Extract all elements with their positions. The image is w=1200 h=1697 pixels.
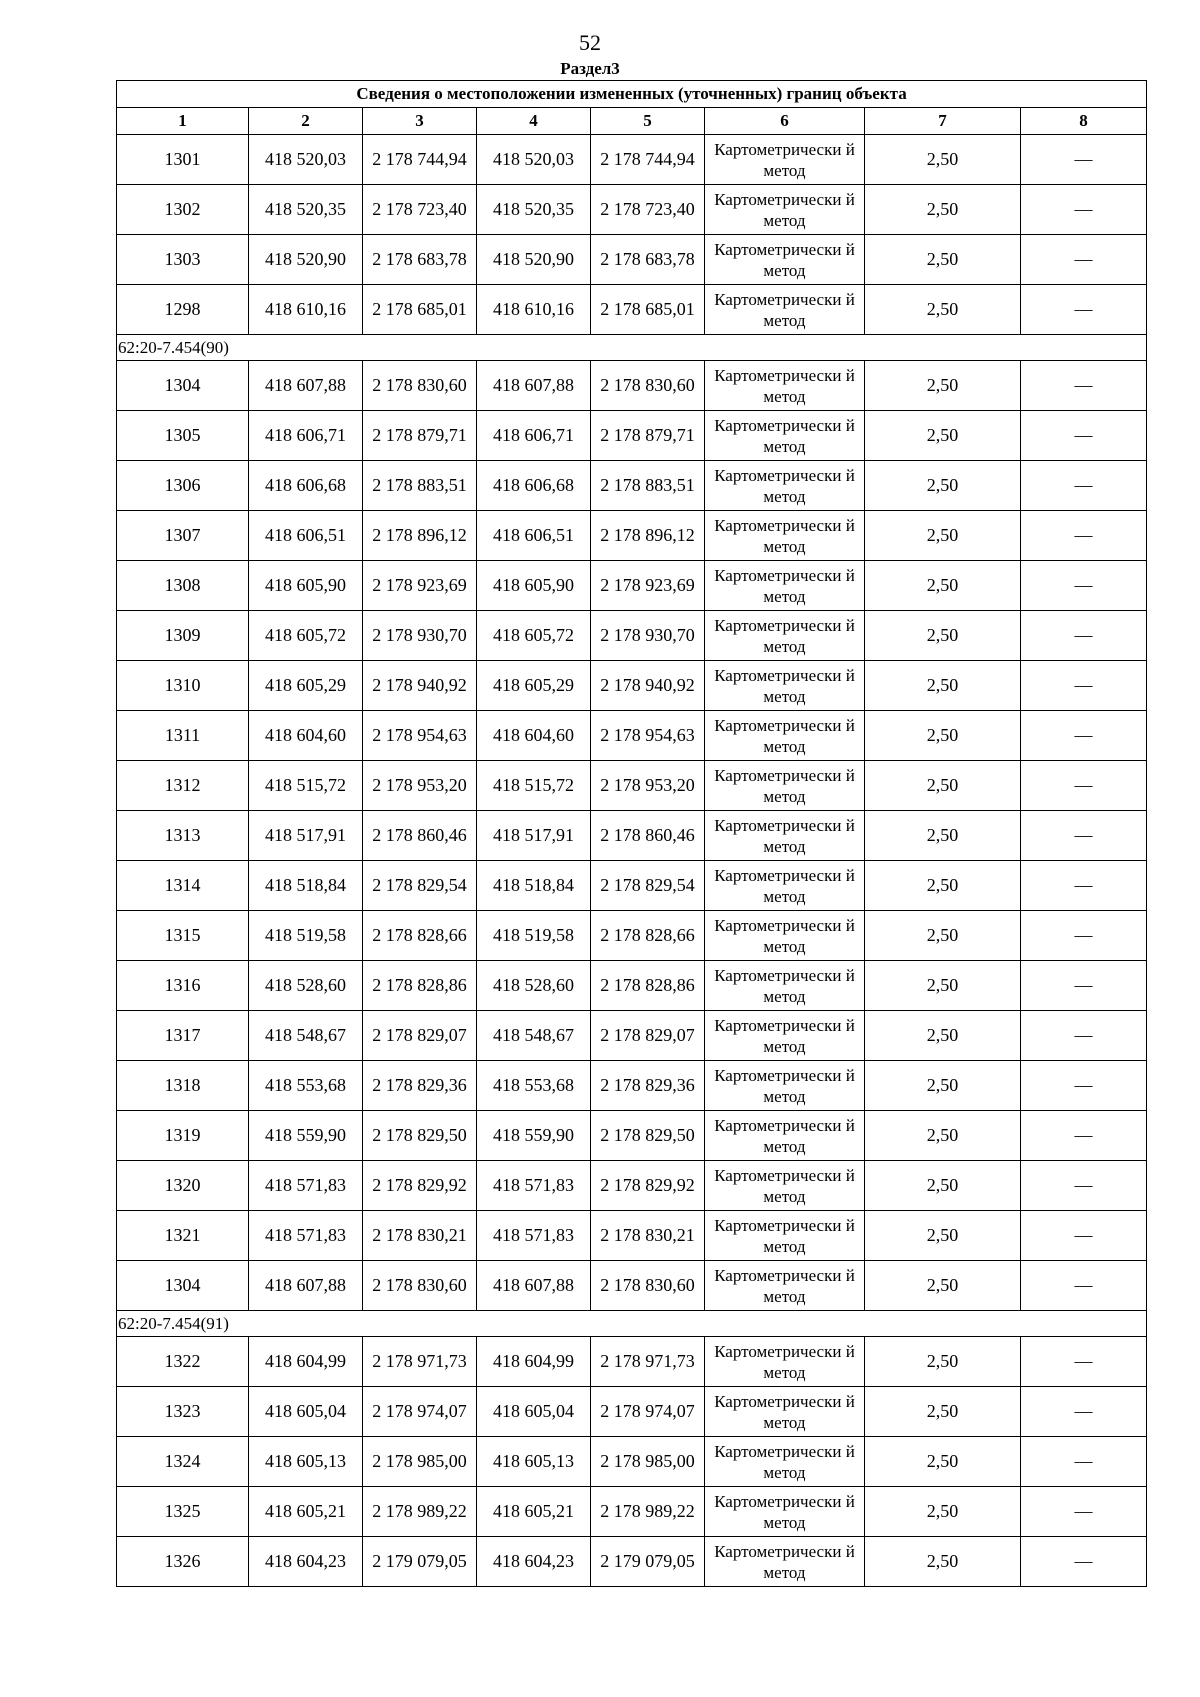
y-refined-cell: 2 178 683,78 (591, 235, 705, 285)
x-refined-cell: 418 605,72 (477, 611, 591, 661)
x-existing-cell: 418 520,03 (249, 135, 363, 185)
method-cell: Картометрически й метод (705, 511, 865, 561)
description-cell: — (1021, 1061, 1147, 1111)
x-refined-cell: 418 604,99 (477, 1337, 591, 1387)
point-number-cell: 1307 (117, 511, 249, 561)
table-row (117, 411, 1147, 461)
method-cell: Картометрически й метод (705, 911, 865, 961)
accuracy-cell: 2,50 (865, 911, 1021, 961)
table-row (117, 1437, 1147, 1487)
table-row (117, 911, 1147, 961)
method-cell: Картометрически й метод (705, 811, 865, 861)
y-existing-cell: 2 179 079,05 (363, 1537, 477, 1587)
y-refined-cell: 2 178 829,07 (591, 1011, 705, 1061)
y-refined-cell: 2 178 829,50 (591, 1111, 705, 1161)
accuracy-cell: 2,50 (865, 861, 1021, 911)
x-existing-cell: 418 607,88 (249, 1261, 363, 1311)
table-row (117, 761, 1147, 811)
x-existing-cell: 418 605,13 (249, 1437, 363, 1487)
y-existing-cell: 2 178 829,36 (363, 1061, 477, 1111)
description-cell: — (1021, 185, 1147, 235)
point-number-cell: 1298 (117, 285, 249, 335)
x-existing-cell: 418 515,72 (249, 761, 363, 811)
accuracy-cell: 2,50 (865, 361, 1021, 411)
point-number-cell: 1303 (117, 235, 249, 285)
y-existing-cell: 2 178 974,07 (363, 1387, 477, 1437)
method-cell: Картометрически й метод (705, 1011, 865, 1061)
point-number-cell: 1323 (117, 1387, 249, 1437)
method-cell: Картометрически й метод (705, 1111, 865, 1161)
method-cell: Картометрически й метод (705, 711, 865, 761)
accuracy-cell: 2,50 (865, 1061, 1021, 1111)
table-row (117, 1487, 1147, 1537)
y-refined-cell: 2 178 985,00 (591, 1437, 705, 1487)
column-number: 3 (363, 108, 477, 135)
accuracy-cell: 2,50 (865, 711, 1021, 761)
y-existing-cell: 2 178 989,22 (363, 1487, 477, 1537)
y-refined-cell: 2 178 896,12 (591, 511, 705, 561)
x-existing-cell: 418 606,51 (249, 511, 363, 561)
point-number-cell: 1310 (117, 661, 249, 711)
x-refined-cell: 418 520,35 (477, 185, 591, 235)
point-number-cell: 1320 (117, 1161, 249, 1211)
point-number-cell: 1322 (117, 1337, 249, 1387)
method-cell: Картометрически й метод (705, 1161, 865, 1211)
point-number-cell: 1317 (117, 1011, 249, 1061)
y-refined-cell: 2 178 829,36 (591, 1061, 705, 1111)
point-number-cell: 1316 (117, 961, 249, 1011)
method-cell: Картометрически й метод (705, 861, 865, 911)
x-existing-cell: 418 520,90 (249, 235, 363, 285)
table-row (117, 1161, 1147, 1211)
y-existing-cell: 2 178 829,92 (363, 1161, 477, 1211)
point-number-cell: 1311 (117, 711, 249, 761)
point-number-cell: 1312 (117, 761, 249, 811)
table-row (117, 711, 1147, 761)
y-refined-cell: 2 178 953,20 (591, 761, 705, 811)
y-refined-cell: 2 178 685,01 (591, 285, 705, 335)
y-refined-cell: 2 178 828,66 (591, 911, 705, 961)
description-cell: — (1021, 1011, 1147, 1061)
x-refined-cell: 418 606,68 (477, 461, 591, 511)
x-existing-cell: 418 528,60 (249, 961, 363, 1011)
column-number: 1 (117, 108, 249, 135)
method-cell: Картометрически й метод (705, 561, 865, 611)
coordinates-table (116, 80, 1147, 1587)
table-body (117, 135, 1147, 1587)
y-existing-cell: 2 178 829,50 (363, 1111, 477, 1161)
x-existing-cell: 418 607,88 (249, 361, 363, 411)
y-existing-cell: 2 178 829,07 (363, 1011, 477, 1061)
method-cell: Картометрически й метод (705, 235, 865, 285)
accuracy-cell: 2,50 (865, 1161, 1021, 1211)
column-number-row (117, 108, 1147, 135)
accuracy-cell: 2,50 (865, 285, 1021, 335)
description-cell: — (1021, 761, 1147, 811)
method-cell: Картометрически й метод (705, 185, 865, 235)
point-number-cell: 1321 (117, 1211, 249, 1261)
y-existing-cell: 2 178 744,94 (363, 135, 477, 185)
accuracy-cell: 2,50 (865, 611, 1021, 661)
method-cell: Картометрически й метод (705, 1211, 865, 1261)
point-number-cell: 1324 (117, 1437, 249, 1487)
description-cell: — (1021, 811, 1147, 861)
point-number-cell: 1304 (117, 361, 249, 411)
x-existing-cell: 418 553,68 (249, 1061, 363, 1111)
y-refined-cell: 2 178 829,54 (591, 861, 705, 911)
parcel-group-label: 62:20-7.454(90) (117, 335, 1147, 361)
point-number-cell: 1302 (117, 185, 249, 235)
y-existing-cell: 2 178 830,21 (363, 1211, 477, 1261)
x-refined-cell: 418 606,51 (477, 511, 591, 561)
method-cell: Картометрически й метод (705, 961, 865, 1011)
y-refined-cell: 2 178 830,60 (591, 1261, 705, 1311)
y-refined-cell: 2 178 744,94 (591, 135, 705, 185)
x-refined-cell: 418 517,91 (477, 811, 591, 861)
x-existing-cell: 418 604,60 (249, 711, 363, 761)
table-row (117, 561, 1147, 611)
x-refined-cell: 418 605,21 (477, 1487, 591, 1537)
description-cell: — (1021, 711, 1147, 761)
x-refined-cell: 418 607,88 (477, 1261, 591, 1311)
x-existing-cell: 418 604,99 (249, 1337, 363, 1387)
table-row (117, 1061, 1147, 1111)
y-refined-cell: 2 178 879,71 (591, 411, 705, 461)
parcel-group-label: 62:20-7.454(91) (117, 1311, 1147, 1337)
method-cell: Картометрически й метод (705, 1437, 865, 1487)
table-row (117, 1011, 1147, 1061)
description-cell: — (1021, 235, 1147, 285)
page-number: 52 (579, 30, 601, 55)
table-row (117, 461, 1147, 511)
method-cell: Картометрически й метод (705, 1537, 865, 1587)
y-existing-cell: 2 178 830,60 (363, 361, 477, 411)
table-row (117, 611, 1147, 661)
description-cell: — (1021, 1161, 1147, 1211)
point-number-cell: 1304 (117, 1261, 249, 1311)
point-number-cell: 1318 (117, 1061, 249, 1111)
table-row (117, 135, 1147, 185)
table-row (117, 1537, 1147, 1587)
y-existing-cell: 2 178 940,92 (363, 661, 477, 711)
y-refined-cell: 2 178 989,22 (591, 1487, 705, 1537)
y-existing-cell: 2 178 971,73 (363, 1337, 477, 1387)
y-existing-cell: 2 178 954,63 (363, 711, 477, 761)
accuracy-cell: 2,50 (865, 235, 1021, 285)
method-cell: Картометрически й метод (705, 1261, 865, 1311)
point-number-cell: 1314 (117, 861, 249, 911)
y-refined-cell: 2 178 971,73 (591, 1337, 705, 1387)
x-existing-cell: 418 605,29 (249, 661, 363, 711)
x-refined-cell: 418 604,60 (477, 711, 591, 761)
description-cell: — (1021, 861, 1147, 911)
x-existing-cell: 418 605,04 (249, 1387, 363, 1437)
description-cell: — (1021, 1537, 1147, 1587)
x-existing-cell: 418 610,16 (249, 285, 363, 335)
accuracy-cell: 2,50 (865, 811, 1021, 861)
column-number: 2 (249, 108, 363, 135)
y-refined-cell: 2 178 860,46 (591, 811, 705, 861)
method-cell: Картометрически й метод (705, 1061, 865, 1111)
accuracy-cell: 2,50 (865, 1537, 1021, 1587)
x-refined-cell: 418 528,60 (477, 961, 591, 1011)
description-cell: — (1021, 961, 1147, 1011)
x-refined-cell: 418 553,68 (477, 1061, 591, 1111)
accuracy-cell: 2,50 (865, 1211, 1021, 1261)
method-cell: Картометрически й метод (705, 611, 865, 661)
method-cell: Картометрически й метод (705, 761, 865, 811)
description-cell: — (1021, 1387, 1147, 1437)
x-refined-cell: 418 519,58 (477, 911, 591, 961)
table-row (117, 185, 1147, 235)
method-cell: Картометрически й метод (705, 411, 865, 461)
point-number-cell: 1305 (117, 411, 249, 461)
accuracy-cell: 2,50 (865, 1337, 1021, 1387)
y-existing-cell: 2 178 860,46 (363, 811, 477, 861)
point-number-cell: 1315 (117, 911, 249, 961)
accuracy-cell: 2,50 (865, 1437, 1021, 1487)
accuracy-cell: 2,50 (865, 1487, 1021, 1537)
y-refined-cell: 2 178 923,69 (591, 561, 705, 611)
x-existing-cell: 418 571,83 (249, 1211, 363, 1261)
column-number: 5 (591, 108, 705, 135)
x-existing-cell: 418 605,90 (249, 561, 363, 611)
table-row (117, 661, 1147, 711)
accuracy-cell: 2,50 (865, 411, 1021, 461)
y-refined-cell: 2 178 954,63 (591, 711, 705, 761)
description-cell: — (1021, 1261, 1147, 1311)
y-refined-cell: 2 178 829,92 (591, 1161, 705, 1211)
y-refined-cell: 2 178 930,70 (591, 611, 705, 661)
x-refined-cell: 418 607,88 (477, 361, 591, 411)
accuracy-cell: 2,50 (865, 511, 1021, 561)
column-number: 8 (1021, 108, 1147, 135)
x-refined-cell: 418 610,16 (477, 285, 591, 335)
method-cell: Картометрически й метод (705, 661, 865, 711)
description-cell: — (1021, 1211, 1147, 1261)
table-row (117, 235, 1147, 285)
method-cell: Картометрически й метод (705, 135, 865, 185)
point-number-cell: 1313 (117, 811, 249, 861)
y-existing-cell: 2 178 829,54 (363, 861, 477, 911)
description-cell: — (1021, 1487, 1147, 1537)
description-cell: — (1021, 361, 1147, 411)
y-refined-cell: 2 178 830,21 (591, 1211, 705, 1261)
description-cell: — (1021, 1437, 1147, 1487)
section-title: Раздел3 (560, 59, 620, 78)
description-cell: — (1021, 461, 1147, 511)
x-refined-cell: 418 605,13 (477, 1437, 591, 1487)
x-existing-cell: 418 606,71 (249, 411, 363, 461)
x-refined-cell: 418 606,71 (477, 411, 591, 461)
description-cell: — (1021, 411, 1147, 461)
point-number-cell: 1319 (117, 1111, 249, 1161)
point-number-cell: 1325 (117, 1487, 249, 1537)
description-cell: — (1021, 285, 1147, 335)
y-refined-cell: 2 178 974,07 (591, 1387, 705, 1437)
x-refined-cell: 418 605,29 (477, 661, 591, 711)
x-refined-cell: 418 571,83 (477, 1211, 591, 1261)
description-cell: — (1021, 1337, 1147, 1387)
accuracy-cell: 2,50 (865, 761, 1021, 811)
accuracy-cell: 2,50 (865, 661, 1021, 711)
column-number: 4 (477, 108, 591, 135)
y-refined-cell: 2 178 830,60 (591, 361, 705, 411)
x-refined-cell: 418 559,90 (477, 1111, 591, 1161)
y-existing-cell: 2 178 985,00 (363, 1437, 477, 1487)
table-title: Сведения о местоположении измененных (уточненных) границ объекта (117, 81, 1147, 108)
point-number-cell: 1308 (117, 561, 249, 611)
table-row (117, 961, 1147, 1011)
x-existing-cell: 418 518,84 (249, 861, 363, 911)
description-cell: — (1021, 135, 1147, 185)
x-refined-cell: 418 520,03 (477, 135, 591, 185)
parcel-group-row (117, 1311, 1147, 1337)
accuracy-cell: 2,50 (865, 1111, 1021, 1161)
x-existing-cell: 418 519,58 (249, 911, 363, 961)
description-cell: — (1021, 511, 1147, 561)
table-row (117, 511, 1147, 561)
table-row (117, 1211, 1147, 1261)
point-number-cell: 1309 (117, 611, 249, 661)
y-refined-cell: 2 178 828,86 (591, 961, 705, 1011)
table-row (117, 1387, 1147, 1437)
x-refined-cell: 418 548,67 (477, 1011, 591, 1061)
table-row (117, 1337, 1147, 1387)
x-existing-cell: 418 605,72 (249, 611, 363, 661)
accuracy-cell: 2,50 (865, 1011, 1021, 1061)
x-refined-cell: 418 515,72 (477, 761, 591, 811)
accuracy-cell: 2,50 (865, 961, 1021, 1011)
y-existing-cell: 2 178 830,60 (363, 1261, 477, 1311)
method-cell: Картометрически й метод (705, 1337, 865, 1387)
column-number: 7 (865, 108, 1021, 135)
x-refined-cell: 418 604,23 (477, 1537, 591, 1587)
accuracy-cell: 2,50 (865, 135, 1021, 185)
x-refined-cell: 418 605,04 (477, 1387, 591, 1437)
x-refined-cell: 418 518,84 (477, 861, 591, 911)
y-existing-cell: 2 178 828,66 (363, 911, 477, 961)
point-number-cell: 1301 (117, 135, 249, 185)
table-row (117, 1111, 1147, 1161)
method-cell: Картометрически й метод (705, 285, 865, 335)
x-refined-cell: 418 605,90 (477, 561, 591, 611)
table-row (117, 861, 1147, 911)
table-row (117, 361, 1147, 411)
accuracy-cell: 2,50 (865, 461, 1021, 511)
method-cell: Картометрически й метод (705, 461, 865, 511)
y-existing-cell: 2 178 930,70 (363, 611, 477, 661)
description-cell: — (1021, 1111, 1147, 1161)
accuracy-cell: 2,50 (865, 1387, 1021, 1437)
method-cell: Картометрически й метод (705, 361, 865, 411)
x-existing-cell: 418 571,83 (249, 1161, 363, 1211)
y-existing-cell: 2 178 828,86 (363, 961, 477, 1011)
table-row (117, 811, 1147, 861)
method-cell: Картометрически й метод (705, 1387, 865, 1437)
y-existing-cell: 2 178 883,51 (363, 461, 477, 511)
description-cell: — (1021, 911, 1147, 961)
accuracy-cell: 2,50 (865, 1261, 1021, 1311)
method-cell: Картометрически й метод (705, 1487, 865, 1537)
description-cell: — (1021, 611, 1147, 661)
x-existing-cell: 418 517,91 (249, 811, 363, 861)
y-existing-cell: 2 178 953,20 (363, 761, 477, 811)
point-number-cell: 1306 (117, 461, 249, 511)
accuracy-cell: 2,50 (865, 185, 1021, 235)
y-refined-cell: 2 178 723,40 (591, 185, 705, 235)
x-existing-cell: 418 548,67 (249, 1011, 363, 1061)
accuracy-cell: 2,50 (865, 561, 1021, 611)
y-refined-cell: 2 178 883,51 (591, 461, 705, 511)
y-refined-cell: 2 178 940,92 (591, 661, 705, 711)
x-refined-cell: 418 571,83 (477, 1161, 591, 1211)
table-row (117, 285, 1147, 335)
y-existing-cell: 2 178 685,01 (363, 285, 477, 335)
y-existing-cell: 2 178 723,40 (363, 185, 477, 235)
x-refined-cell: 418 520,90 (477, 235, 591, 285)
column-number: 6 (705, 108, 865, 135)
y-existing-cell: 2 178 879,71 (363, 411, 477, 461)
x-existing-cell: 418 606,68 (249, 461, 363, 511)
y-existing-cell: 2 178 683,78 (363, 235, 477, 285)
y-existing-cell: 2 178 896,12 (363, 511, 477, 561)
y-existing-cell: 2 178 923,69 (363, 561, 477, 611)
x-existing-cell: 418 520,35 (249, 185, 363, 235)
x-existing-cell: 418 559,90 (249, 1111, 363, 1161)
table-row (117, 1261, 1147, 1311)
description-cell: — (1021, 561, 1147, 611)
description-cell: — (1021, 661, 1147, 711)
x-existing-cell: 418 604,23 (249, 1537, 363, 1587)
point-number-cell: 1326 (117, 1537, 249, 1587)
y-refined-cell: 2 179 079,05 (591, 1537, 705, 1587)
x-existing-cell: 418 605,21 (249, 1487, 363, 1537)
parcel-group-row (117, 335, 1147, 361)
